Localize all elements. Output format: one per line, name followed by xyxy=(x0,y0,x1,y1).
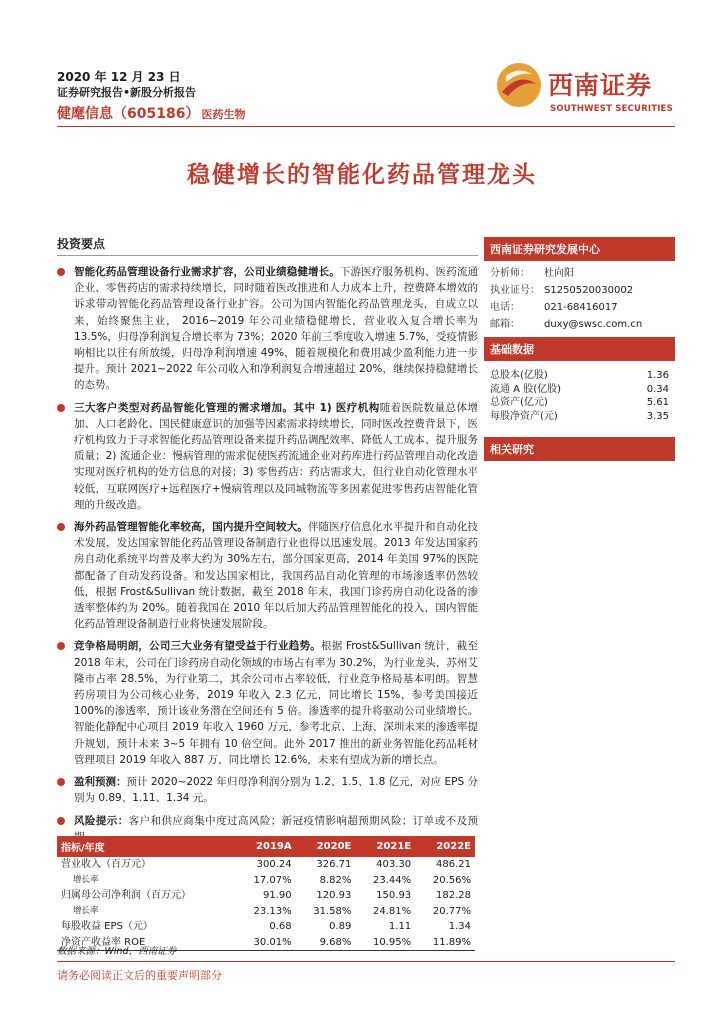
report-date: 2020 年 12 月 23 日 xyxy=(57,70,181,84)
analyst-email[interactable]: duxy@swsc.com.cn xyxy=(544,319,643,330)
bullet-dot-icon xyxy=(57,523,65,531)
column-header: 指标/年度 xyxy=(57,836,236,857)
company-name xyxy=(57,103,245,123)
table-row xyxy=(57,873,475,889)
table-cell: 10.95% xyxy=(355,935,415,951)
table-cell: 1.11 xyxy=(388,921,412,932)
footer-divider xyxy=(57,961,675,962)
investment-heading: 投资要点 xyxy=(57,235,478,256)
brand-logo xyxy=(496,62,676,122)
financial-table xyxy=(57,836,475,951)
table-cell: 0.68 xyxy=(269,921,292,932)
table-cell: 120.93 xyxy=(316,890,352,901)
basic-value: 1.36 xyxy=(646,370,669,381)
bullet-text: 伴随医疗信息化水平提升和自动化技术发展，发达国家智能化药品管理设备制造行业也得以迅速发展。2013 年发达国家药房自动化系统平均普及率大约为 30%左右，部分国家更高，2014 年美国 97%的医院都配备了自动发药设备。和发达国家相比，我国药品自动化管理的市场渗透率仍然较低，根据 Frost&Sullivan 统计数据，截至 2018 年末，我国门诊药房自动化设备的渗透率整体约为 20%。随着我国在 2010 年以后加大药品管理智能化的投入，国内智能化药品管理设备制造行业将快速发展阶段。 xyxy=(74,521,479,631)
column-header: 2022E xyxy=(415,836,475,857)
analyst-row xyxy=(490,265,669,282)
table-cell: 182.28 xyxy=(436,890,471,901)
bullet-text: 根据 Frost&Sullivan 统计，截至 2018 年末，公司在门诊药房自动化领域的市场占有率为 30.2%，为行业龙头，苏州艾隆市占率 28.5%，为行业第二，其余公司市占率较低，行业竞争格局基本明朗。智慧药房项目为公司核心业务，2019 年收入 2.3 亿元，同比增长 15%，参考美国接近 100%的渗透率，预计该业务潜在空间还有 5 倍。渗透率的提升将驱动公司业绩增长。智能化静配中心项目 2019 年收入 1960 万元，参考北京、上海、深圳未来的渗透率提升规划，预计未来 3~5 年拥有 10 倍空间。此外 2017 推出的新业务智能化药品耗材管理项目 2019 年收入 887 万，同比增长 12.6%，未来有望成为新的增长点。 xyxy=(74,640,478,766)
table-cell: 9.68% xyxy=(296,935,356,951)
table-cell: 30.01% xyxy=(236,935,296,951)
bullet-dot-icon xyxy=(57,268,65,276)
basic-data-row xyxy=(484,396,675,410)
table-cell: 300.24 xyxy=(256,859,292,870)
analyst-value: S1250520030002 xyxy=(544,285,634,296)
bullet-lead: 三大客户类型对药品智能化管理的需求增加。其中 1) 医疗机构 xyxy=(74,401,380,414)
bullet-dot-icon xyxy=(57,778,65,786)
table-header-row xyxy=(57,836,475,857)
row-label: 净资产收益率 ROE xyxy=(57,935,236,951)
logo-text-en: SOUTHWEST SECURITIES xyxy=(550,104,673,114)
bullet-item xyxy=(57,400,478,513)
table-cell: 1.34 xyxy=(448,921,471,932)
basic-label: 总资产(亿元) xyxy=(490,397,548,408)
bullet-dot-icon xyxy=(57,404,65,412)
analyst-value: 021-68416017 xyxy=(544,302,618,313)
table-cell: 20.56% xyxy=(432,874,471,886)
table-cell: 91.90 xyxy=(262,890,292,901)
header-divider xyxy=(57,126,675,127)
analyst-label: 电话： xyxy=(490,302,520,313)
analyst-value: 杜向阳 xyxy=(544,268,574,279)
logo-text-cn: 西南证券 xyxy=(548,71,653,100)
basic-data-title: 基础数据 xyxy=(484,337,675,361)
analyst-row xyxy=(490,299,669,316)
table-cell: 23.13% xyxy=(253,905,292,917)
logo-mark-icon xyxy=(496,62,542,108)
basic-label: 每股净资产(元) xyxy=(490,410,558,422)
spacer xyxy=(484,423,675,437)
bullet-text: 下游医疗服务机构、医药流通企业、零售药店的需求持续增长，同时随着医改推进和人力成本上升，控费降本增效的诉求带动智能化药品管理设备行业扩容。公司为国内智能化药品管理龙头，自成立以来，始终聚焦主业， 2016~2019 年公司业绩稳健增长，营业收入复合增长率为 13.5%，归母净利润复合增长率为 73%；2020 年前三季度收入增速 5.7%，受疫情影响相比以往有所放缓，归母净利润增速 49%，随着规模化和费用减少盈利能力进一步提升。预计 2021~2022 年公司收入和净利润复合增速超过 20%，继续保持稳健增长的态势。 xyxy=(74,266,479,392)
analyst-row xyxy=(490,316,669,333)
table-cell: 486.21 xyxy=(436,859,471,870)
company-code: 健麾信息（605186） xyxy=(57,106,200,122)
table-cell: 0.89 xyxy=(329,921,352,932)
bullet-item xyxy=(57,638,478,768)
table-row xyxy=(57,888,475,904)
spacer xyxy=(484,361,675,369)
table-row xyxy=(57,904,475,920)
related-research-title: 相关研究 xyxy=(484,437,675,461)
bullet-lead: 风险提示： xyxy=(74,814,129,827)
table-cell: 11.89% xyxy=(415,935,475,951)
basic-label: 总股本(亿股) xyxy=(490,370,548,381)
table-source: 数据来源：Wind，西南证券 xyxy=(57,946,177,957)
table-cell: 403.30 xyxy=(376,859,412,870)
row-label: 增长率 xyxy=(73,874,99,885)
table-cell: 31.58% xyxy=(313,905,352,917)
industry-label: 医药生物 xyxy=(201,108,246,121)
investment-section xyxy=(57,235,478,851)
bullet-dot-icon xyxy=(57,817,65,825)
table-cell: 150.93 xyxy=(376,890,412,901)
research-center-title: 西南证券研究发展中心 xyxy=(484,237,675,261)
analyst-label: 邮箱： xyxy=(490,319,520,330)
row-label: 每股收益 EPS（元） xyxy=(61,921,153,932)
footer-disclaimer: 请务必阅读正文后的重要声明部分 xyxy=(57,969,222,982)
basic-value: 0.34 xyxy=(646,383,669,395)
analyst-info xyxy=(484,261,675,337)
sidebar xyxy=(484,237,675,461)
bullet-item xyxy=(57,264,478,394)
table-cell: 17.07% xyxy=(253,874,292,886)
basic-label: 流通 A 股(亿股) xyxy=(490,383,562,395)
table-cell: 326.71 xyxy=(316,859,352,870)
row-label: 归属母公司净利润（百万元） xyxy=(61,890,191,901)
bullet-lead: 海外药品管理智能化率较高，国内提升空间较大。 xyxy=(74,521,308,534)
column-header: 2019A xyxy=(236,836,296,857)
row-label: 增长率 xyxy=(73,905,99,916)
table-row xyxy=(57,919,475,935)
table-cell: 20.77% xyxy=(432,905,471,917)
bullet-dot-icon xyxy=(57,642,65,650)
analyst-row xyxy=(490,282,669,299)
basic-data-row xyxy=(484,369,675,383)
table-row xyxy=(57,857,475,873)
bullet-item xyxy=(57,774,478,806)
column-header: 2020E xyxy=(296,836,356,857)
bullet-item xyxy=(57,519,478,632)
column-header: 2021E xyxy=(355,836,415,857)
table-cell: 23.44% xyxy=(373,874,412,886)
basic-value: 5.61 xyxy=(646,397,669,408)
bullet-text: 预计 2020~2022 年归母净利润分别为 1.2、1.5、1.8 亿元，对应 EPS 分别为 0.89、1.11、1.34 元。 xyxy=(74,776,478,805)
table-cell: 24.81% xyxy=(373,905,412,917)
row-label: 营业收入（百万元） xyxy=(61,859,151,870)
analyst-label: 分析师： xyxy=(490,268,530,279)
bullet-lead: 智能化药品管理设备行业需求扩容，公司业绩稳健增长。 xyxy=(74,266,340,278)
report-title: 稳健增长的智能化药品管理龙头 xyxy=(187,162,537,188)
bullet-lead: 盈利预测： xyxy=(74,776,127,789)
analyst-label: 执业证号： xyxy=(490,285,540,296)
table-cell: 8.82% xyxy=(319,874,352,886)
basic-data-row xyxy=(484,410,675,424)
bullet-lead: 竞争格局明朗，公司三大业务有望受益于行业趋势。 xyxy=(74,640,321,653)
basic-data-row xyxy=(484,383,675,397)
bullet-text: 客户和供应商集中度过高风险；新冠疫情影响超预期风险；订单或不及预 xyxy=(128,814,479,827)
bullet-text: 随着医院数量总体增加、人口老龄化、国民健康意识的加强等因素需求持续增长，同时医改控费背景下，医疗机构致力于寻求智能化药品管理设备来提升药品调配效率、降低人工成本、提升服务质量；2) 流通企业：慢病管理的需求促使医药流通企业对药库进行药品管理自动化改造实现对医疗机构的处方信息的对接；3) 零售药店：药店需求大，但行业自动化管理水平较低，互联网医疗+远程医疗+慢病管理以及同城物流等多因素促进零售药店智能化管理的升级改造。 xyxy=(74,401,478,511)
report-type: 证券研究报告•新股分析报告 xyxy=(57,86,197,99)
basic-value: 3.35 xyxy=(646,410,669,422)
